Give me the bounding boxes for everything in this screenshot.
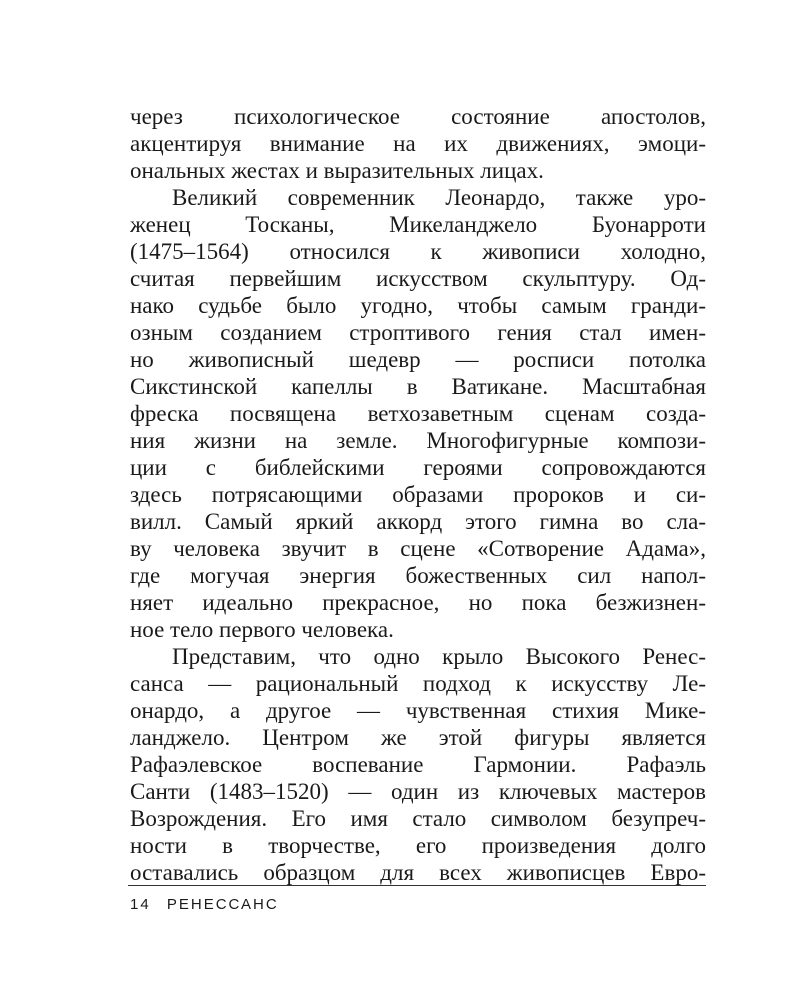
running-head: РЕНЕССАНС <box>166 896 279 913</box>
text-line: ции с библейскими героями сопровождаются <box>130 455 706 480</box>
paragraph-start-line: Великий современник Леонардо, также уро- <box>172 185 706 210</box>
page-footer <box>130 896 279 913</box>
text-line: фреска посвящена ветхозаветным сценам созда- <box>130 401 706 426</box>
text-line: Сикстинской капеллы в Ватикане. Масштабная <box>130 374 706 399</box>
text-line: ности в творчестве, его произведения долго <box>130 833 706 858</box>
text-line: ву человека звучит в сцене «Сотворение Адама», <box>130 536 706 561</box>
text-line: женец Тосканы, Микеланджело Буонарроти <box>130 212 706 237</box>
text-line: ональных жестах и выразительных лицах. <box>130 158 544 183</box>
text-line: (1475–1564) относился к живописи холодно, <box>130 239 706 264</box>
text-line: через психологическое состояние апостолов, <box>130 104 706 129</box>
text-line: няет идеально прекрасное, но пока безжизнен- <box>130 590 706 615</box>
text-line: ланджело. Центром же этой фигуры является <box>130 725 706 750</box>
paragraph-start-line: Представим, что одно крыло Высокого Ренес- <box>172 644 706 669</box>
text-line: акцентируя внимание на их движениях, эмоци- <box>130 131 706 156</box>
text-line: вилл. Самый яркий аккорд этого гимна во сла- <box>130 509 706 534</box>
text-line: онардо, а другое — чувственная стихия Мике- <box>130 698 706 723</box>
footer-rule <box>128 885 706 886</box>
text-line: ное тело первого человека. <box>130 617 394 642</box>
text-line: озным созданием строптивого гения стал имен- <box>130 320 706 345</box>
text-line: оставались образцом для всех живописцев Евро- <box>130 860 706 885</box>
text-line: считая первейшим искусством скульптуру. Од- <box>130 266 706 291</box>
text-line: Возрождения. Его имя стало символом безупреч- <box>130 806 706 831</box>
text-line: ния жизни на земле. Многофигурные компози- <box>130 428 706 453</box>
text-line: Санти (1483–1520) — один из ключевых мастеров <box>130 779 706 804</box>
text-line: но живописный шедевр — росписи потолка <box>130 347 706 372</box>
page-number: 14 <box>130 896 151 913</box>
text-line: Рафаэлевское воспевание Гармонии. Рафаэль <box>130 752 706 777</box>
text-line: нако судьбе было угодно, чтобы самым гранди- <box>130 293 706 318</box>
text-line: санса — рациональный подход к искусству Ле- <box>130 671 706 696</box>
text-line: здесь потрясающими образами пророков и си- <box>130 482 706 507</box>
body-text <box>130 103 706 886</box>
text-line: где могучая энергия божественных сил напол- <box>130 563 706 588</box>
